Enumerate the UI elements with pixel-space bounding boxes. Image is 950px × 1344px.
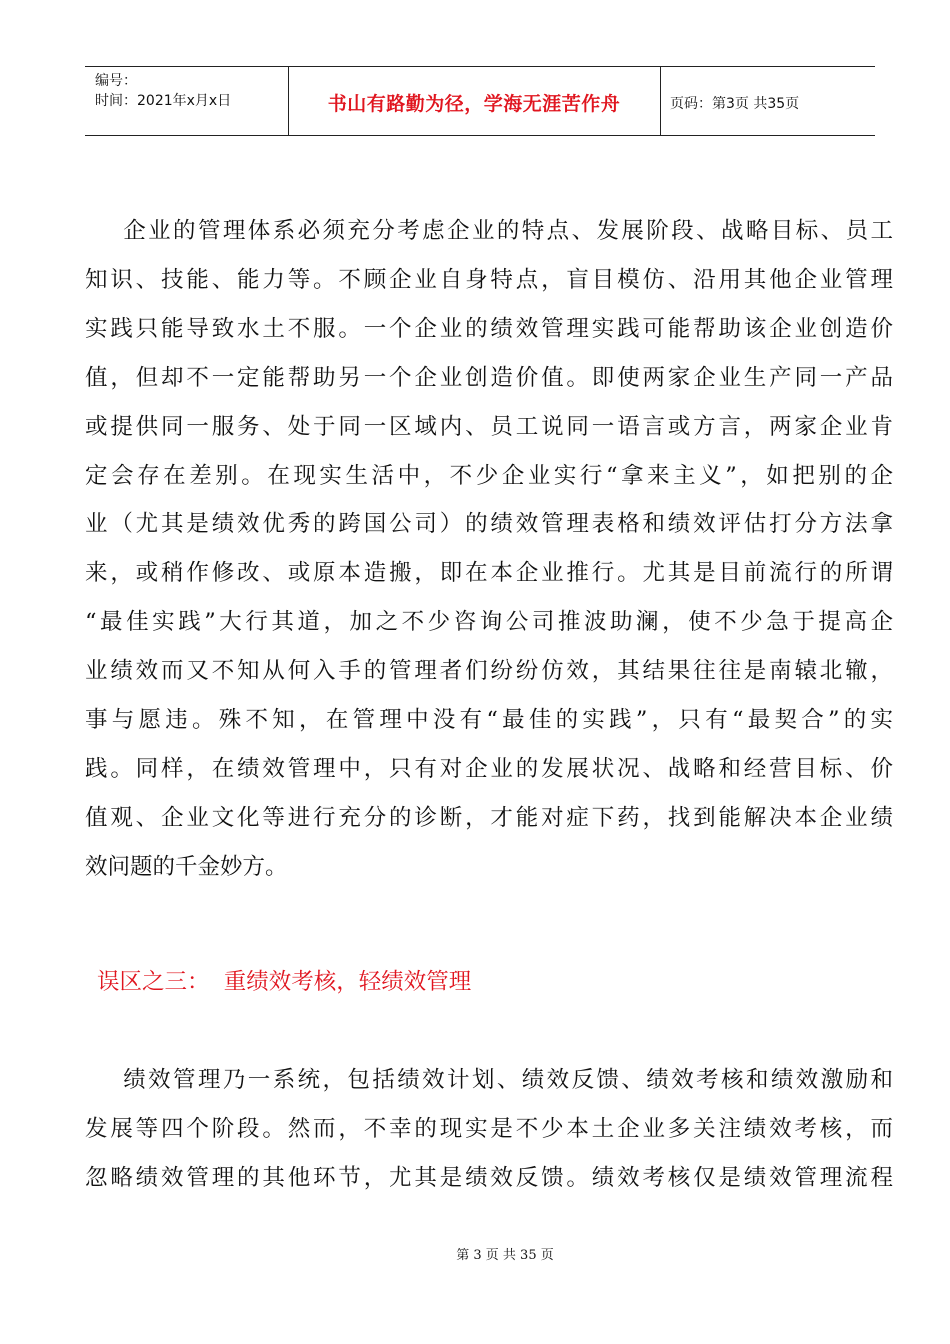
paragraph-line: 忽略绩效管理的其他环节，尤其是绩效反馈。绩效考核仅是绩效管理流程 — [85, 1164, 893, 1191]
number-label: 编号： — [95, 73, 137, 89]
paragraph-line: 实践只能导致水土不服。一个企业的绩效管理实践可能帮助该企业创造价 — [85, 315, 893, 342]
paragraph-line: “最佳实践”大行其道，加之不少咨询公司推波助澜，使不少急于提高企 — [85, 609, 893, 636]
paragraph-line: 知识、技能、能力等。不顾企业自身特点，盲目模仿、沿用其他企业管理 — [85, 266, 893, 293]
paragraph-line: 或提供同一服务、处于同一区域内、员工说同一语言或方言，两家企业肯 — [85, 413, 893, 440]
paragraph-1 — [85, 207, 893, 892]
paragraph-line: 值，但却不一定能帮助另一个企业创造价值。即使两家企业生产同一产品 — [85, 364, 893, 391]
paragraph-line: 值观、企业文化等进行充分的诊断，才能对症下药，找到能解决本企业绩 — [85, 804, 893, 831]
paragraph-2 — [85, 1056, 893, 1203]
page-code: 页码：第3页 共35页 — [670, 96, 800, 112]
paragraph-line: 定会存在差别。在现实生活中，不少企业实行“拿来主义”，如把别的企 — [85, 462, 893, 489]
time-label: 时间：2021年x月x日 — [95, 93, 232, 109]
paragraph-line: 绩效管理乃一系统，包括绩效计划、绩效反馈、绩效考核和绩效激励和 — [85, 1067, 893, 1093]
paragraph-line: 事与愿违。殊不知，在管理中没有“最佳的实践”，只有“最契合”的实 — [85, 707, 893, 734]
header-meta — [95, 71, 231, 111]
paragraph-line: 企业的管理体系必须充分考虑企业的特点、发展阶段、战略目标、员工 — [85, 218, 893, 244]
document-header — [85, 66, 875, 136]
paragraph-line: 业绩效而又不知从何入手的管理者们纷纷仿效，其结果往往是南辕北辙， — [85, 658, 893, 685]
header-motto: 书山有路勤为径，学海无涯苦作舟 — [327, 93, 621, 115]
page-footer: 第 3 页 共 35 页 — [456, 1248, 554, 1263]
paragraph-line: 发展等四个阶段。然而，不幸的现实是不少本土企业多关注绩效考核，而 — [85, 1115, 893, 1142]
paragraph-line: 来，或稍作修改、或原本造搬，即在本企业推行。尤其是目前流行的所谓 — [85, 560, 893, 587]
paragraph-line: 践。同样，在绩效管理中，只有对企业的发展状况、战略和经营目标、价 — [85, 755, 893, 782]
section-heading: 误区之三： 重绩效考核，轻绩效管理 — [97, 969, 472, 995]
paragraph-line: 业（尤其是绩效优秀的跨国公司）的绩效管理表格和绩效评估打分方法拿 — [85, 511, 893, 538]
paragraph-line: 效问题的千金妙方。 — [85, 853, 288, 880]
header-divider-right — [660, 67, 661, 135]
